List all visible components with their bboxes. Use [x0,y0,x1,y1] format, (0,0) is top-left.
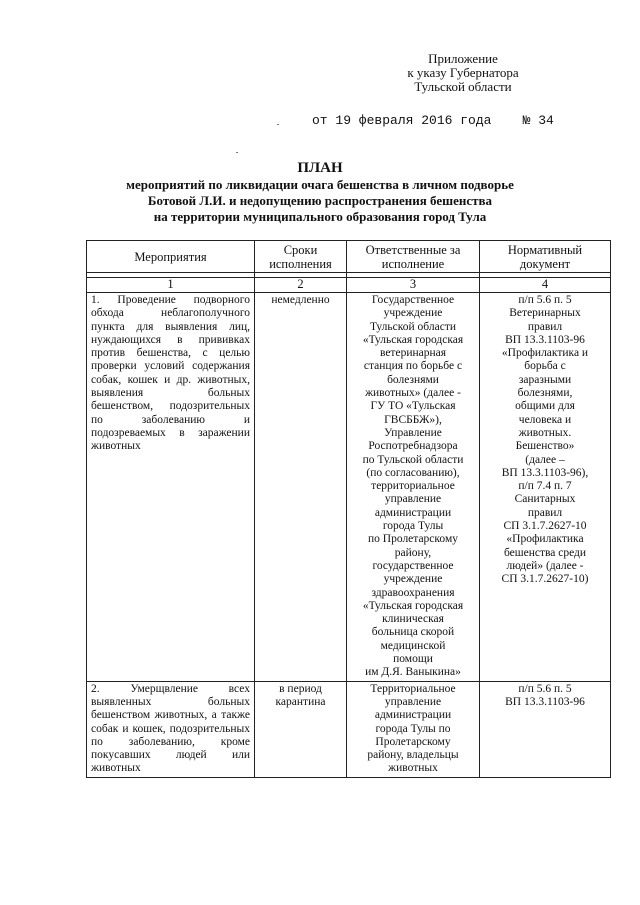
plan-subtitle [80,177,560,225]
term-cell: в период карантина [255,681,347,777]
responsible-cell: Государственное учреждение Тульской области «Тульская городская ветеринарная станция по борьбе с болезнями животных» (далее - ГУ ТО «Тульская ГВСББЖ»), Управление Роспотребнадзора по Тульской области (по согласованию), территориальное управление администрации города Тулы по Пролетарскому району, государственное учреждение здравоохранения «Тульская городская клиническая больница скорой медицинской помощи им Д.Я. Ваныкина» [347,293,480,682]
document-cell: п/п 5.6 п. 5 ВП 13.3.1103-96 [480,681,611,777]
header-responsible: Ответственные за исполнение [347,241,480,273]
column-number: 2 [255,278,347,293]
table-row [87,293,611,682]
column-number: 3 [347,278,480,293]
table-row [87,681,611,777]
scan-speck [277,124,279,125]
plan-table [86,240,611,778]
plan-subtitle-line-2: Ботовой Л.И. и недопущению распространения бешенства [147,193,493,208]
term-cell: немедленно [255,293,347,682]
appendix-line-3: Тульской области [414,79,512,94]
appendix-line-1: Приложение [428,51,498,66]
responsible-cell: Территориальное управление администрации города Тулы по Пролетарскому району, владельцы животных [347,681,480,777]
plan-subtitle-line-1: мероприятий по ликвидации очага бешенства в личном подворье [126,177,514,192]
table-header-row [87,241,611,273]
appendix-line-2: к указу Губернатора [407,65,519,80]
appendix-block [378,52,548,94]
header-terms: Сроки исполнения [255,241,347,273]
plan-heading: ПЛАН [297,160,343,176]
header-measures: Мероприятия [87,241,255,273]
column-number: 4 [480,278,611,293]
measure-cell: 1. Проведение подворного обхода неблагополучного пункта для выявления лиц, нуждающихся в прививках против бешенства, с целью проверки условий содержания собак, кошек и др. животных, выявления больных бешенством, подозрительных по заболеванию и подозреваемых в заражении животных [87,293,255,682]
decree-date-number: от 19 февраля 2016 года № 34 [312,113,554,128]
measure-cell: 2. Умерщвление всех выявленных больных бешенством животных, а также собак и кошек, подозрительных по заболеванию, кроме покусавших людей или животных [87,681,255,777]
plan-subtitle-line-3: на территории муниципального образования город Тула [153,209,487,224]
header-document: Нормативный документ [480,241,611,273]
scan-speck [236,152,238,153]
table-number-row [87,278,611,293]
document-cell: п/п 5.6 п. 5 Ветеринарных правил ВП 13.3.1103-96 «Профилактика и борьба с заразными болезнями, общими для человека и животных. Бешенство» (далее – ВП 13.3.1103-96), п/п 7.4 п. 7 Санитарных правил СП 3.1.7.2627-10 «Профилактика бешенства среди людей» (далее - СП 3.1.7.2627-10) [480,293,611,682]
column-number: 1 [87,278,255,293]
